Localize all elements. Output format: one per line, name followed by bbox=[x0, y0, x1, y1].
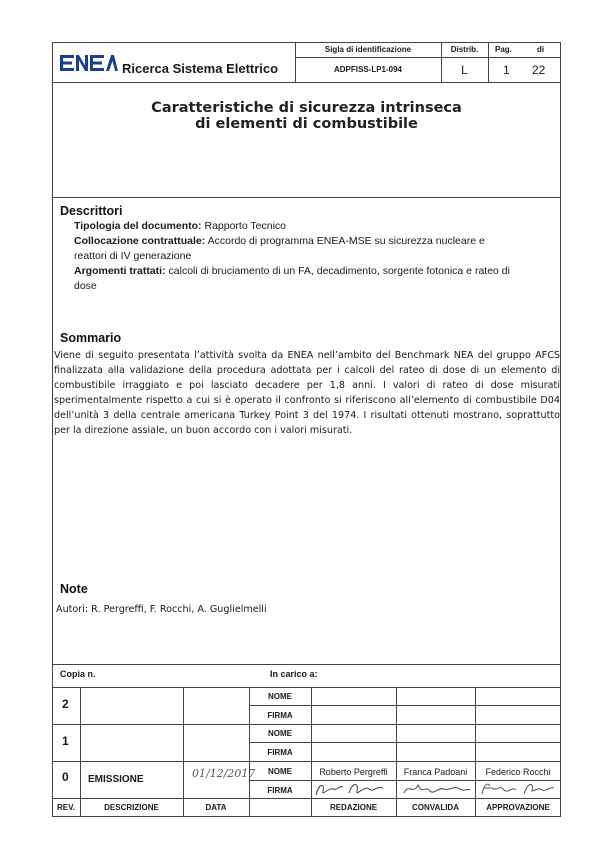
incarico-label: In carico a: bbox=[270, 669, 318, 679]
argomenti-value: calcoli di bruciamento di un FA, decadimento, sorgente fotonica e rateo di bbox=[168, 265, 510, 277]
note-heading: Note bbox=[60, 582, 88, 596]
header-mid-line bbox=[295, 57, 561, 58]
rev-number-0: 0 bbox=[62, 770, 69, 784]
table-col-line bbox=[311, 687, 312, 817]
table-row-line bbox=[52, 798, 561, 799]
rev-number-1: 1 bbox=[62, 734, 69, 748]
table-row-line bbox=[249, 742, 561, 743]
collocazione-line bbox=[74, 234, 544, 249]
document-title bbox=[52, 100, 561, 132]
title-line-1: Caratteristiche di sicurezza intrinseca bbox=[151, 100, 462, 116]
emission-date: 01/12/2017 bbox=[192, 767, 256, 780]
table-col-line bbox=[183, 687, 184, 817]
table-row-line bbox=[52, 724, 561, 725]
sommario-text: Viene di seguito presentata l’attività svolta da ENEA nell’ambito del Benchmark NEA del gruppo AFCS finalizzata alla validazione della procedura adottata per i calcoli del rateo di dose di un elemento di combustibile irraggiato e poi lasciato decadere per 1,8 anni. I valori di rateo di dose misurati sperimentalmente rispetto a cui si è operato il confronto si riferiscono all’elemento di combustibile D04 dell’unità 3 della centrale americana Turkey Point 3 del 1974. I risultati ottenuti mostrano, soprattutto per la direzione assiale, un buon accordo con i valori misurati. bbox=[54, 350, 560, 436]
title-bottom-line bbox=[52, 197, 561, 198]
footer-data: DATA bbox=[205, 803, 227, 812]
page-label: Pag. bbox=[495, 45, 512, 54]
redazione-name: Roberto Pergreffi bbox=[319, 767, 388, 777]
sigla-label: Sigla di identificazione bbox=[324, 45, 412, 54]
nome-label: NOME bbox=[268, 692, 292, 701]
table-row-line bbox=[249, 705, 561, 706]
table-row-line bbox=[52, 687, 561, 688]
distrib-value: L bbox=[461, 63, 468, 77]
table-col-line bbox=[396, 687, 397, 817]
tipologia-line bbox=[74, 219, 544, 234]
footer-descrizione: DESCRIZIONE bbox=[104, 803, 159, 812]
title-line-2: di elementi di combustibile bbox=[195, 116, 418, 132]
copia-label: Copia n. bbox=[60, 669, 96, 679]
distrib-label: Distrib. bbox=[450, 45, 479, 54]
signature-approvazione bbox=[478, 778, 558, 798]
signature-redazione bbox=[313, 779, 393, 799]
nome-label: NOME bbox=[268, 767, 292, 776]
footer-rev: REV. bbox=[57, 803, 75, 812]
org-name: Ricerca Sistema Elettrico bbox=[122, 61, 279, 76]
footer-convalida: CONVALIDA bbox=[412, 803, 459, 812]
rev-number-2: 2 bbox=[62, 697, 69, 711]
page-of-label: di bbox=[537, 45, 545, 54]
table-col-line bbox=[80, 687, 81, 817]
nome-label: NOME bbox=[268, 729, 292, 738]
collocazione-label: Collocazione contrattuale: bbox=[74, 235, 206, 247]
sigla-value: ADPFISS-LP1-094 bbox=[333, 65, 403, 74]
enea-logo bbox=[60, 53, 118, 73]
header-divider bbox=[488, 42, 489, 82]
argomenti-line-2: dose bbox=[74, 280, 97, 292]
header-bottom-line bbox=[52, 82, 561, 83]
collocazione-line-2: reattori di IV generazione bbox=[74, 250, 192, 262]
table-col-line bbox=[475, 687, 476, 817]
emissione-label: EMISSIONE bbox=[88, 774, 144, 785]
footer-redazione: REDAZIONE bbox=[329, 803, 378, 812]
footer-approvazione: APPROVAZIONE bbox=[486, 803, 550, 812]
table-top-line bbox=[52, 664, 561, 665]
argomenti-line bbox=[74, 264, 544, 279]
convalida-name: Franca Padoani bbox=[403, 767, 468, 777]
approvazione-name: Federico Rocchi bbox=[485, 767, 551, 777]
tipologia-value: Rapporto Tecnico bbox=[204, 220, 287, 232]
descrittori-heading: Descrittori bbox=[60, 204, 123, 218]
signature-convalida bbox=[400, 779, 472, 799]
sommario-heading: Sommario bbox=[60, 331, 122, 345]
firma-label: FIRMA bbox=[267, 786, 293, 795]
firma-label: FIRMA bbox=[267, 748, 293, 757]
table-row-line bbox=[52, 761, 561, 762]
collocazione-value: Accordo di programma ENEA-MSE su sicurezza nucleare e bbox=[207, 235, 485, 247]
page-total: 22 bbox=[532, 63, 546, 77]
argomenti-label: Argomenti trattati: bbox=[74, 265, 166, 277]
note-authors: Autori: R. Pergreffi, F. Rocchi, A. Guglielmelli bbox=[56, 604, 267, 615]
page-number: 1 bbox=[503, 63, 510, 77]
tipologia-label: Tipologia del documento: bbox=[74, 220, 202, 232]
firma-label: FIRMA bbox=[267, 711, 293, 720]
